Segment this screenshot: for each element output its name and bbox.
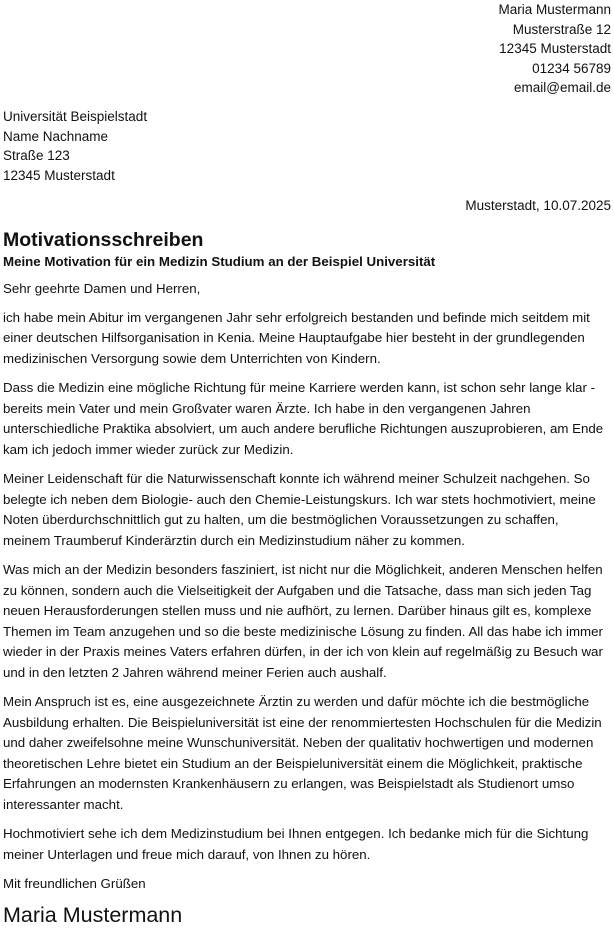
- body-paragraph: Was mich an der Medizin besonders fasziniert, ist nicht nur die Möglichkeit, anderen Menschen helfen zu können, sondern auch die Vielseitigkeit der Aufgaben und die Tatsache, dass man sich jeden Tag neuen Herausforderungen stellen muss und nie aufhört, zu lernen. Darüber hinaus gilt es, komplexe Themen im Team anzugehen und so die beste medizinische Lösung zu finden. All das habe ich immer wieder in der Praxis meines Vaters erfahren dürfen, in der ich von klein auf regelmäßig zu Besuch war und in den letzten 2 Jahren während meiner Ferien auch aushalf.: [3, 562, 603, 680]
- salutation: Sehr geehrte Damen und Herren,: [3, 281, 201, 296]
- sender-email: email@email.de: [514, 80, 611, 95]
- closing-phrase: Mit freundlichen Grüßen: [3, 876, 146, 891]
- recipient-contact: Name Nachname: [3, 128, 109, 144]
- sender-street: Musterstraße 12: [512, 21, 611, 37]
- sender-phone: 01234 56789: [532, 60, 611, 76]
- letter-content: [3, 227, 609, 929]
- recipient-street: Straße 123: [3, 148, 70, 163]
- recipient-address-block: [3, 107, 147, 185]
- sender-city: 12345 Musterstadt: [499, 41, 611, 56]
- body-paragraph: ich habe mein Abitur im vergangenen Jahr sehr erfolgreich bestanden und befinde mich seitdem mit einer deutschen Hilfsorganisation in Kenia. Meine Hauptaufgabe hier besteht in der grundlegenden medizinischen Versorgung sowie dem Unterrichten von Kindern.: [3, 309, 590, 366]
- sender-address-block: [498, 0, 611, 98]
- recipient-city: 12345 Musterstadt: [3, 167, 115, 183]
- body-paragraph: Meiner Leidenschaft für die Naturwissenschaft konnte ich während meiner Schulzeit nachgehen. So belegte ich neben dem Biologie- auch den Chemie-Leistungskurs. Ich war stets hochmotiviert, meine Noten überdurchschnittlich gut zu halten, um die bestmöglichen Voraussetzungen zu schaffen, meinem Traumberuf Kinderärztin durch ein Medizinstudium näher zu kommen.: [3, 471, 596, 548]
- place-date-line: Musterstadt, 10.07.2025: [465, 198, 611, 213]
- body-paragraph: Mein Anspruch ist es, eine ausgezeichnete Ärztin zu werden und dafür möchte ich die bestmögliche Ausbildung erhalten. Die Beispieluniversität ist eine der renommiertesten Hochschulen für die Medizin und daher zweifelsohne meine Wunschuniversität. Neben der qualitativ hochwertigen und modernen theoretischen Lehre bietet ein Studium an der Beispieluniversität einem die Möglichkeit, praktische Erfahrungen an modernsten Krankenhäusern zu erlangen, was Beispielstadt als Studienort umso interessanter macht.: [3, 694, 602, 812]
- letter-body: [3, 279, 609, 929]
- body-paragraph: Dass die Medizin eine mögliche Richtung für meine Karriere werden kann, ist schon sehr lange klar - bereits mein Vater und mein Großvater waren Ärzte. Ich habe in den vergangenen Jahren unterschiedliche Praktika absolviert, um auch andere berufliche Richtungen auszuprobieren, am Ende kam ich jedoch immer wieder zurück zur Medizin.: [3, 380, 604, 457]
- signature: Maria Mustermann: [3, 902, 183, 927]
- letter-subtitle: Meine Motivation für ein Medizin Studium an der Beispiel Universität: [3, 254, 436, 269]
- recipient-institution: Universität Beispielstadt: [3, 109, 148, 124]
- sender-name: Maria Mustermann: [498, 2, 611, 17]
- letter-title: Motivationsschreiben: [3, 229, 204, 251]
- body-paragraph: Hochmotiviert sehe ich dem Medizinstudium bei Ihnen entgegen. Ich bedanke mich für die Sichtung meiner Unterlagen und freue mich darauf, von Ihnen zu hören.: [3, 826, 589, 862]
